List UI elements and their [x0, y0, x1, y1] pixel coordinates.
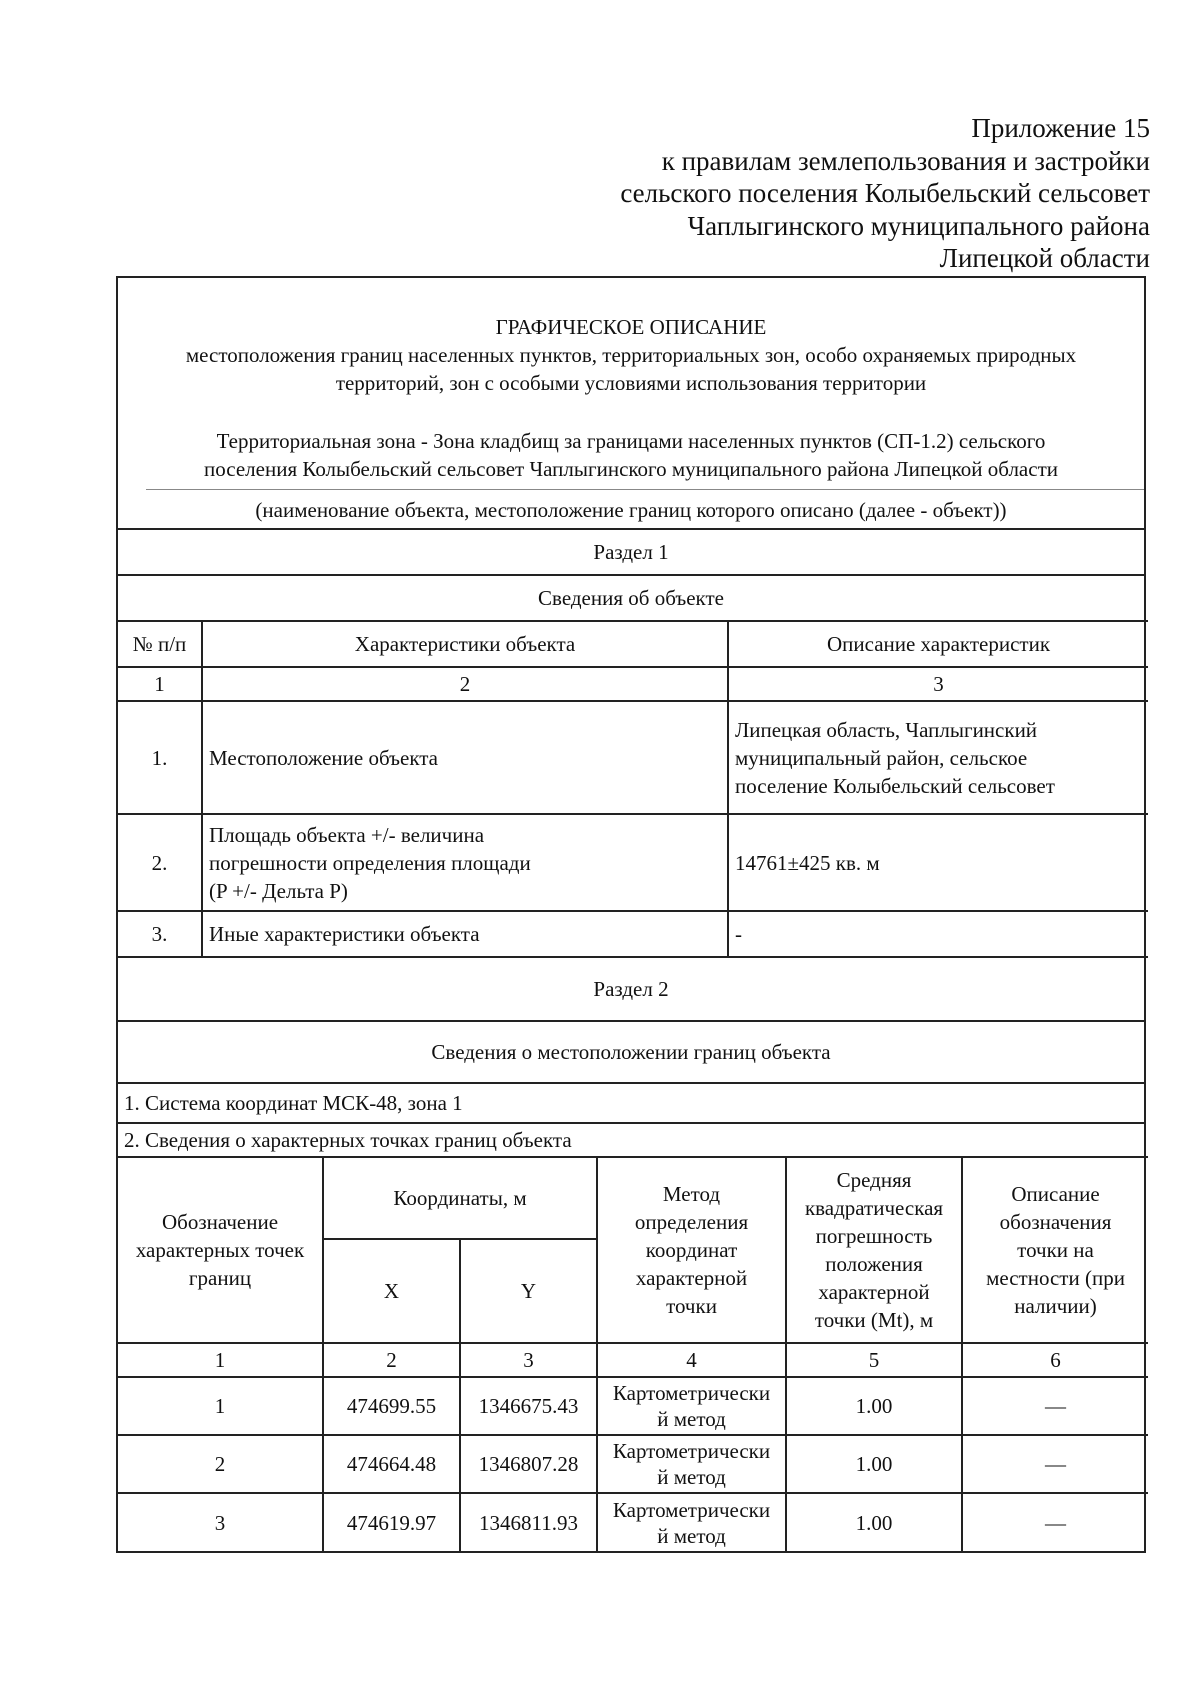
section-1-title: Раздел 1: [118, 528, 1144, 574]
appendix-header: [560, 112, 1150, 275]
column-header-number: № п/п: [118, 621, 202, 667]
table-row: [118, 1435, 1148, 1493]
column-header-coordinates: Координаты, м: [323, 1157, 597, 1239]
point-name: 3: [118, 1493, 323, 1551]
column-number: 4: [597, 1343, 786, 1377]
column-number: 1: [118, 1343, 323, 1377]
table-header-row: [118, 1157, 1148, 1239]
table-row: [118, 911, 1148, 957]
form-title: ГРАФИЧЕСКОЕ ОПИСАНИЕ: [495, 315, 767, 339]
column-number: 1: [118, 667, 202, 701]
description-line: муниципальный район, сельское: [735, 745, 1028, 770]
point-method: Картометрически й метод: [597, 1377, 786, 1435]
characteristic-line: Площадь объекта +/- величина: [209, 822, 485, 847]
characteristic-description: [728, 814, 1148, 911]
column-number-row: [118, 667, 1148, 701]
point-description: —: [962, 1493, 1148, 1551]
point-error: 1.00: [786, 1493, 962, 1551]
appendix-line-2: к правилам землепользования и застройки: [661, 145, 1150, 176]
point-name: 1: [118, 1377, 323, 1435]
characteristic-description: [728, 911, 1148, 957]
object-name-line-2: поселения Колыбельский сельсовет Чаплыгинского муниципального района Липецкой области: [204, 457, 1058, 481]
boundary-points-title: 2. Сведения о характерных точках границ объекта: [118, 1122, 1144, 1156]
coordinate-system: 1. Система координат МСК-48, зона 1: [118, 1082, 1144, 1122]
column-number: 3: [460, 1343, 597, 1377]
column-header-y: Y: [460, 1239, 597, 1343]
appendix-line-5: Липецкой области: [939, 243, 1150, 273]
characteristic-line: (P +/- Дельта P): [209, 878, 348, 903]
table-row: [118, 1493, 1148, 1551]
row-number: 3.: [118, 911, 202, 957]
form-intro: [118, 278, 1144, 494]
table-row: [118, 1377, 1148, 1435]
characteristic-name: [202, 814, 728, 911]
point-y: 1346807.28: [460, 1435, 597, 1493]
point-description: —: [962, 1377, 1148, 1435]
object-info-table: [118, 620, 1148, 958]
column-number: 3: [728, 667, 1148, 701]
appendix-line-4: Чаплыгинского муниципального района: [687, 210, 1150, 241]
point-error: 1.00: [786, 1435, 962, 1493]
form-subtitle-line-2: территорий, зон с особыми условиями использования территории: [335, 371, 927, 395]
characteristic-description: [728, 701, 1148, 814]
column-header-method: Метод определения координат характерной точки: [597, 1157, 786, 1343]
description-line: -: [735, 922, 742, 946]
column-header-x: X: [323, 1239, 460, 1343]
point-method: Картометрически й метод: [597, 1435, 786, 1493]
table-row: [118, 814, 1148, 911]
section-2-title: Раздел 2: [593, 976, 669, 1001]
description-line: поселение Колыбельский сельсовет: [735, 773, 1055, 798]
characteristic-line: погрешности определения площади: [209, 850, 531, 875]
appendix-number: Приложение 15: [971, 113, 1150, 143]
section-2-subtitle: Сведения о местоположении границ объекта: [118, 1020, 1144, 1082]
column-number: 6: [962, 1343, 1148, 1377]
column-header-error: Средняя квадратическая погрешность положения характерной точки (Mt), м: [786, 1157, 962, 1343]
table-header-row: [118, 621, 1148, 667]
column-number: 2: [202, 667, 728, 701]
characteristic-name: [202, 911, 728, 957]
column-header-description: Описание обозначения точки на местности (при наличии): [962, 1157, 1148, 1343]
characteristic-name: [202, 701, 728, 814]
point-name: 2: [118, 1435, 323, 1493]
point-x: 474664.48: [323, 1435, 460, 1493]
column-header-characteristic: Характеристики объекта: [202, 621, 728, 667]
characteristic-line: Иные характеристики объекта: [209, 922, 480, 946]
description-line: Липецкая область, Чаплыгинский: [735, 717, 1038, 742]
point-method: Картометрически й метод: [597, 1493, 786, 1551]
description-line: 14761±425 кв. м: [735, 850, 880, 875]
row-number: 2.: [118, 814, 202, 911]
graphic-description-form: [116, 276, 1146, 1553]
column-number: 5: [786, 1343, 962, 1377]
point-y: 1346811.93: [460, 1493, 597, 1551]
object-name-line-1: Территориальная зона - Зона кладбищ за границами населенных пунктов (СП-1.2) сельского: [216, 429, 1046, 453]
point-x: 474699.55: [323, 1377, 460, 1435]
boundary-points-table: [118, 1156, 1148, 1551]
object-name-caption: (наименование объекта, местоположение границ которого описано (далее - объект)): [255, 498, 1007, 522]
column-header-point: Обозначение характерных точек границ: [118, 1157, 323, 1343]
row-number: 1.: [118, 701, 202, 814]
point-y: 1346675.43: [460, 1377, 597, 1435]
column-number: 2: [323, 1343, 460, 1377]
point-x: 474619.97: [323, 1493, 460, 1551]
point-error: 1.00: [786, 1377, 962, 1435]
form-subtitle-line-1: местоположения границ населенных пунктов, территориальных зон, особо охраняемых природных: [185, 343, 1077, 367]
section-1-subtitle: Сведения об объекте: [118, 574, 1144, 620]
column-header-description: Описание характеристик: [728, 621, 1148, 667]
characteristic-line: Местоположение объекта: [209, 745, 439, 770]
column-number-row: [118, 1343, 1148, 1377]
table-row: [118, 701, 1148, 814]
appendix-line-3: сельского поселения Колыбельский сельсовет: [620, 178, 1150, 208]
point-description: —: [962, 1435, 1148, 1493]
